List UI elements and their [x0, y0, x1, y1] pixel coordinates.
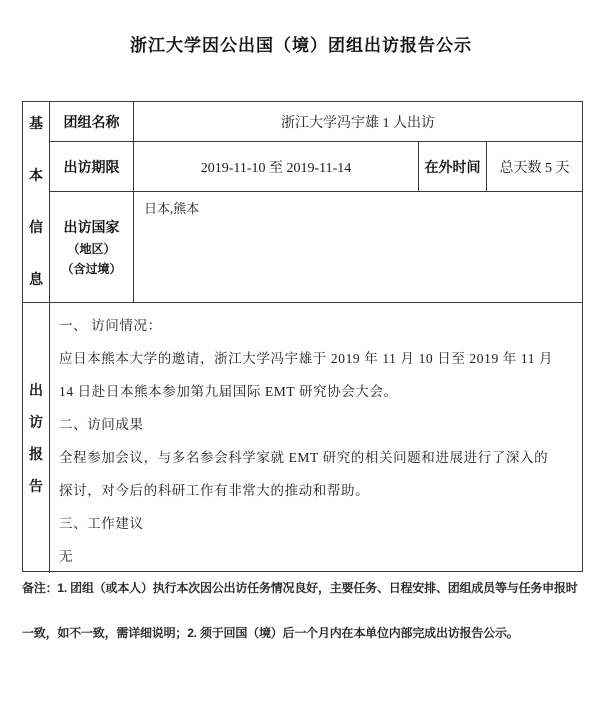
- report-line: 二、访问成果: [59, 417, 144, 432]
- report-line: 一、 访问情况：: [59, 318, 162, 333]
- report-line: 14 日赴日本熊本参加第九届国际 EMT 研究协会大会。: [59, 384, 398, 399]
- period-value: 2019-11-10 至 2019-11-14: [134, 142, 419, 192]
- group-name-label: 团组名称: [50, 102, 134, 142]
- report-label-char: 告: [29, 478, 43, 494]
- report-label-char: 出: [29, 382, 43, 398]
- countries-value: 日本,熊本: [134, 192, 582, 303]
- basic-info-char: 息: [29, 271, 43, 287]
- page-title: 浙江大学因公出国（境）团组出访报告公示: [130, 36, 472, 55]
- note-line: 备注：1. 团组（或本人）执行本次因公出访任务情况良好，主要任务、日程安排、团组成员等与任务申报时: [22, 581, 578, 595]
- report-label-char: 报: [29, 446, 43, 462]
- period-label: 出访期限: [50, 142, 134, 192]
- note-line: 一致，如不一致，需详细说明；2. 须于回国（境）后一个月内在本单位内部完成出访报告公示。: [22, 626, 519, 640]
- group-name-value: 浙江大学冯宇雄 1 人出访: [134, 102, 582, 142]
- report-line: 全程参加会议，与多名参会科学家就 EMT 研究的相关问题和进展进行了深入的: [59, 450, 549, 465]
- countries-label: [50, 192, 134, 303]
- report-section-label: [23, 303, 50, 573]
- abroad-time-label: 在外时间: [419, 142, 487, 192]
- basic-info-section-label: [23, 102, 50, 303]
- total-days-value: 总天数 5 天: [487, 142, 582, 192]
- report-line: 三、工作建议: [59, 516, 144, 531]
- countries-label-transit: （含过境）: [61, 262, 122, 276]
- basic-info-char: 本: [29, 167, 43, 183]
- footer-notes: [22, 580, 584, 670]
- countries-label-region: （地区）: [67, 242, 116, 256]
- report-content: [50, 303, 582, 573]
- countries-label-main: 出访国家: [63, 219, 120, 235]
- report-form-table: [22, 101, 583, 572]
- report-line: 应日本熊本大学的邀请，浙江大学冯宇雄于 2019 年 11 月 10 日至 2019 年 11 月: [59, 351, 554, 366]
- report-label-char: 访: [29, 414, 43, 430]
- report-line: 探讨，对今后的科研工作有非常大的推动和帮助。: [59, 483, 370, 498]
- basic-info-char: 基: [29, 115, 43, 131]
- basic-info-char: 信: [29, 219, 43, 235]
- report-line: 无: [59, 549, 74, 564]
